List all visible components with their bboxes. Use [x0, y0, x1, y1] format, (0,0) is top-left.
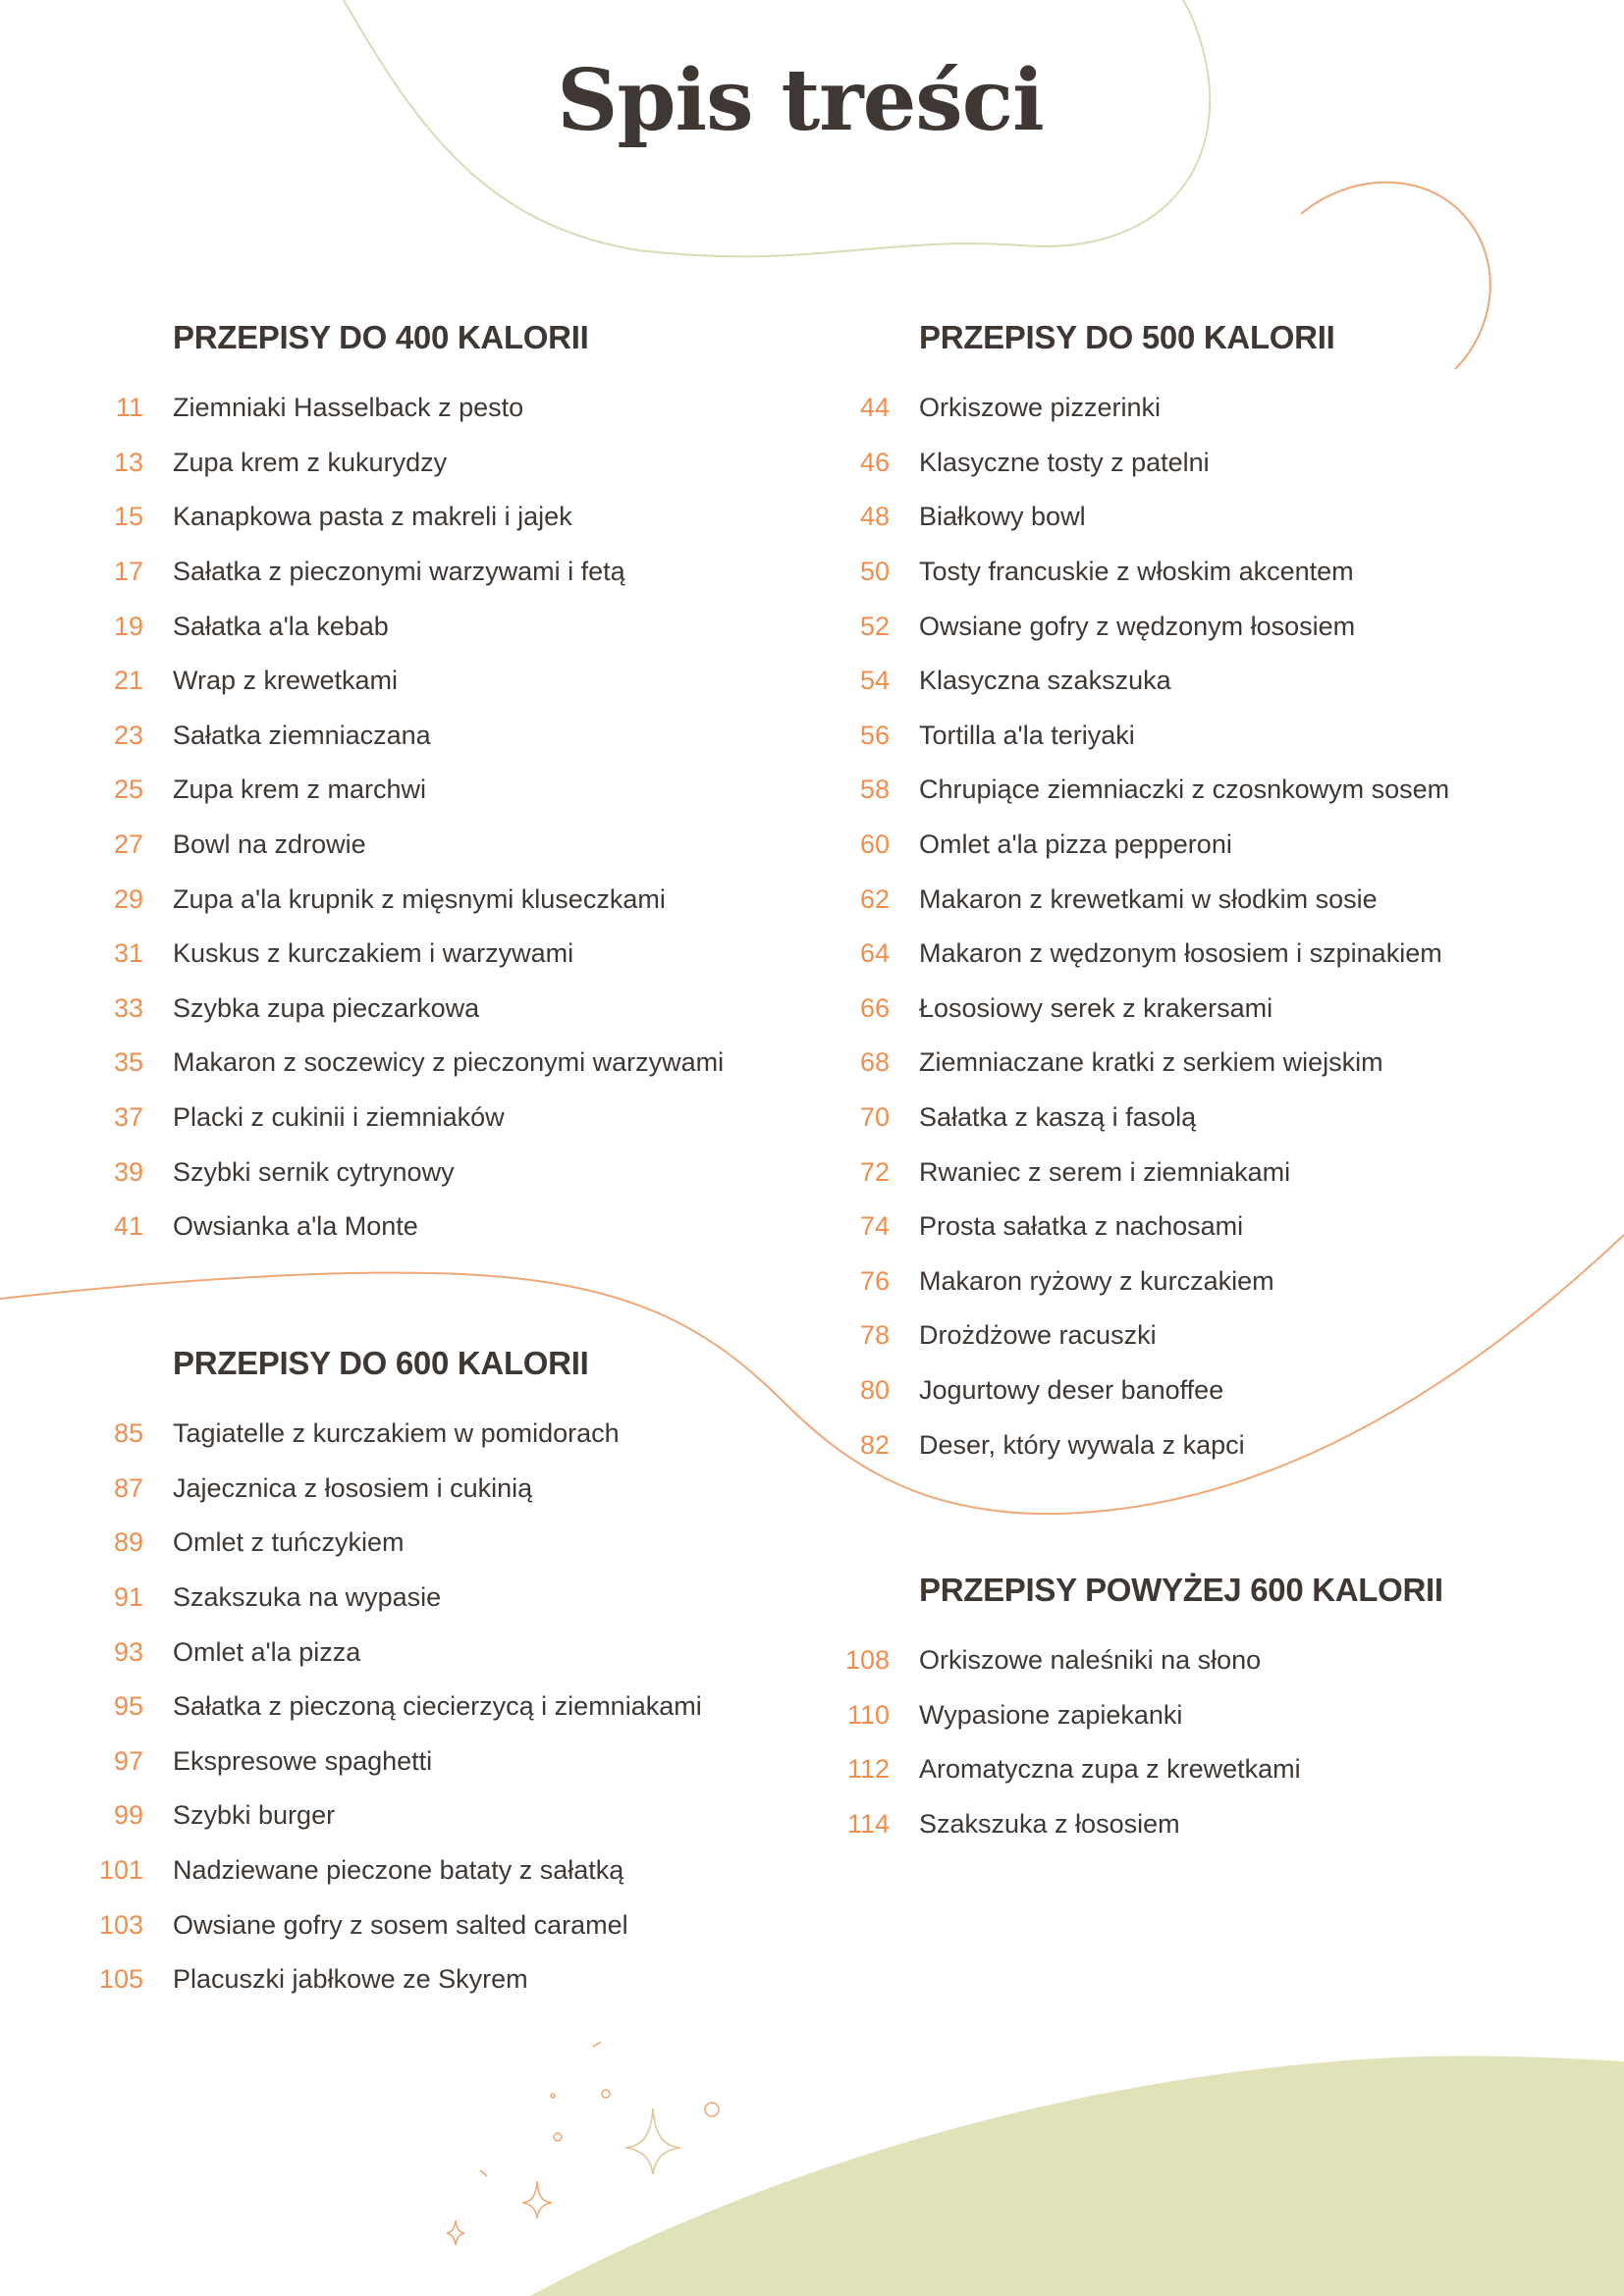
recipe-name: Sałatka ziemniaczana — [173, 720, 431, 750]
section-above-600-kcal — [844, 1569, 1443, 1851]
recipe-name: Klasyczne tosty z patelni — [919, 447, 1210, 477]
recipe-name: Owsiane gofry z sosem salted caramel — [173, 1909, 628, 1940]
list-item[interactable] — [113, 818, 724, 873]
list-item[interactable] — [846, 1797, 1443, 1852]
list-item[interactable] — [113, 1625, 702, 1680]
recipe-name: Białkowy bowl — [919, 502, 1086, 532]
list-item[interactable] — [113, 1571, 702, 1626]
recipe-list — [859, 381, 1450, 1472]
page-number: 64 — [859, 938, 890, 969]
section-heading: PRZEPISY DO 400 KALORII — [173, 319, 589, 355]
page-number: 85 — [113, 1418, 143, 1449]
list-item[interactable] — [113, 1462, 702, 1517]
list-item[interactable] — [846, 1742, 1443, 1797]
list-item[interactable] — [98, 1897, 702, 1952]
page-number: 58 — [859, 774, 890, 805]
list-item[interactable] — [859, 654, 1449, 709]
page-number: 105 — [98, 1964, 143, 1995]
page-number: 93 — [113, 1636, 143, 1667]
recipe-list — [113, 381, 725, 1255]
page-number: 15 — [113, 502, 143, 532]
green-blob — [530, 2056, 1624, 2296]
list-item[interactable] — [846, 1688, 1443, 1743]
list-item[interactable] — [113, 927, 724, 982]
section-500-kcal — [859, 316, 1450, 1472]
list-item[interactable] — [113, 1789, 702, 1843]
page-number: 82 — [859, 1429, 890, 1460]
page-number: 62 — [859, 883, 890, 914]
recipe-name: Zupa a'la krupnik z mięsnymi kluseczkami — [173, 883, 666, 914]
page-number: 110 — [846, 1699, 890, 1730]
list-item[interactable] — [113, 763, 724, 818]
list-item[interactable] — [113, 490, 724, 545]
list-item[interactable] — [859, 1091, 1449, 1146]
recipe-name: Makaron z soczewicy z pieczonymi warzywami — [173, 1047, 725, 1078]
recipe-name: Sałatka z pieczonymi warzywami i fetą — [173, 557, 625, 587]
recipe-name: Tagiatelle z kurczakiem w pomidorach — [173, 1418, 620, 1449]
page-title: Spis treści — [557, 51, 1044, 150]
recipe-name: Jajecznica z łososiem i cukinią — [173, 1472, 533, 1503]
recipe-name: Szakszuka na wypasie — [173, 1582, 442, 1613]
recipe-name: Zupa krem z kukurydzy — [173, 447, 448, 477]
recipe-name: Aromatyczna zupa z krewetkami — [919, 1754, 1301, 1785]
list-item[interactable] — [859, 436, 1449, 491]
page-number: 97 — [113, 1745, 143, 1776]
page-number: 60 — [859, 829, 890, 860]
list-item[interactable] — [98, 1952, 702, 2007]
section-heading: PRZEPISY DO 600 KALORII — [173, 1345, 589, 1381]
recipe-name: Orkiszowe naleśniki na słono — [919, 1645, 1262, 1676]
page-number: 31 — [113, 938, 143, 969]
page-number: 68 — [859, 1047, 890, 1078]
recipe-name: Jogurtowy deser banoffee — [919, 1374, 1224, 1405]
page-number: 66 — [859, 992, 890, 1023]
recipe-name: Chrupiące ziemniaczki z czosnkowym sosem — [919, 774, 1450, 805]
page-number: 112 — [846, 1754, 890, 1785]
page-number: 50 — [859, 557, 890, 587]
recipe-name: Szybki sernik cytrynowy — [173, 1156, 455, 1187]
recipe-name: Sałatka z pieczoną ciecierzycą i ziemniakami — [173, 1691, 702, 1722]
page-number: 17 — [113, 557, 143, 587]
list-item[interactable] — [859, 1308, 1449, 1363]
recipe-name: Tosty francuskie z włoskim akcentem — [919, 557, 1354, 587]
list-item[interactable] — [113, 1407, 702, 1462]
list-item[interactable] — [113, 1680, 702, 1735]
recipe-name: Wypasione zapiekanki — [919, 1699, 1183, 1730]
page-number: 33 — [113, 992, 143, 1023]
page-number: 101 — [98, 1855, 143, 1886]
page-number: 39 — [113, 1156, 143, 1187]
page-number: 52 — [859, 611, 890, 641]
list-item[interactable] — [113, 1735, 702, 1789]
list-item[interactable] — [113, 1036, 725, 1091]
recipe-name: Sałatka a'la kebab — [173, 611, 389, 641]
page-number: 74 — [859, 1211, 890, 1242]
recipe-name: Makaron z krewetkami w słodkim sosie — [919, 883, 1378, 914]
list-item[interactable] — [859, 1255, 1449, 1309]
page-number: 103 — [98, 1909, 143, 1940]
recipe-name: Omlet a'la pizza pepperoni — [919, 829, 1232, 860]
list-item[interactable] — [113, 982, 724, 1037]
page-number: 56 — [859, 720, 890, 750]
page-number: 99 — [113, 1800, 143, 1831]
list-item[interactable] — [859, 545, 1449, 600]
page-number: 19 — [113, 611, 143, 641]
recipe-name: Orkiszowe pizzerinki — [919, 393, 1162, 423]
recipe-name: Deser, który wywala z kapci — [919, 1429, 1245, 1460]
list-item[interactable] — [859, 927, 1449, 982]
recipe-name: Zupa krem z marchwi — [173, 774, 427, 805]
list-item[interactable] — [113, 545, 724, 600]
page-number: 37 — [113, 1102, 143, 1133]
list-item[interactable] — [113, 599, 724, 654]
recipe-name: Kanapkowa pasta z makreli i jajek — [173, 502, 572, 532]
list-item[interactable] — [113, 872, 724, 927]
page-number: 27 — [113, 829, 143, 860]
list-item[interactable] — [859, 1036, 1449, 1091]
page-number: 21 — [113, 666, 143, 696]
list-item[interactable] — [859, 1200, 1449, 1255]
recipe-name: Łososiowy serek z krakersami — [919, 992, 1273, 1023]
list-item[interactable] — [859, 1417, 1449, 1472]
recipe-list — [844, 1633, 1443, 1851]
recipe-name: Owsianka a'la Monte — [173, 1211, 418, 1242]
page-number: 46 — [859, 447, 890, 477]
list-item[interactable] — [859, 872, 1449, 927]
page-number: 91 — [113, 1582, 143, 1613]
list-item[interactable] — [113, 436, 724, 491]
recipe-name: Makaron ryżowy z kurczakiem — [919, 1265, 1274, 1296]
recipe-name: Omlet a'la pizza — [173, 1636, 361, 1667]
page-number: 78 — [859, 1320, 890, 1351]
page-number: 13 — [113, 447, 143, 477]
recipe-name: Szakszuka z łososiem — [919, 1809, 1180, 1840]
page-number: 89 — [113, 1527, 143, 1558]
list-item[interactable] — [859, 982, 1449, 1037]
page-number: 70 — [859, 1102, 890, 1133]
page-number: 29 — [113, 883, 143, 914]
page-number: 80 — [859, 1374, 890, 1405]
page-number: 114 — [846, 1809, 890, 1840]
recipe-name: Klasyczna szakszuka — [919, 666, 1171, 696]
list-item[interactable] — [113, 709, 724, 764]
recipe-name: Drożdżowe racuszki — [919, 1320, 1157, 1351]
list-item[interactable] — [115, 381, 724, 436]
recipe-name: Ziemniaki Hasselback z pesto — [173, 393, 524, 423]
page-number: 87 — [113, 1472, 143, 1503]
list-item[interactable] — [113, 654, 724, 709]
recipe-name: Tortilla a'la teriyaki — [919, 720, 1135, 750]
list-item[interactable] — [113, 1091, 724, 1146]
page-number: 95 — [113, 1691, 143, 1722]
list-item[interactable] — [859, 490, 1449, 545]
section-heading: PRZEPISY POWYŻEJ 600 KALORII — [919, 1572, 1443, 1608]
sparkles — [447, 2042, 719, 2245]
page-number: 76 — [859, 1265, 890, 1296]
recipe-name: Placki z cukinii i ziemniaków — [173, 1102, 505, 1133]
list-item[interactable] — [98, 1843, 702, 1898]
recipe-name: Rwaniec z serem i ziemniakami — [919, 1156, 1291, 1187]
list-item[interactable] — [859, 818, 1449, 873]
recipe-name: Placuszki jabłkowe ze Skyrem — [173, 1964, 528, 1995]
page-number: 23 — [113, 720, 143, 750]
page-number: 54 — [859, 666, 890, 696]
recipe-name: Szybka zupa pieczarkowa — [173, 992, 480, 1023]
recipe-name: Sałatka z kaszą i fasolą — [919, 1102, 1197, 1133]
recipe-name: Kuskus z kurczakiem i warzywami — [173, 938, 574, 969]
recipe-name: Makaron z wędzonym łososiem i szpinakiem — [919, 938, 1442, 969]
recipe-name: Omlet z tuńczykiem — [173, 1527, 405, 1558]
recipe-name: Ziemniaczane kratki z serkiem wiejskim — [919, 1047, 1383, 1078]
list-item[interactable] — [859, 1145, 1449, 1200]
page-number: 108 — [844, 1645, 890, 1676]
page-number: 72 — [859, 1156, 890, 1187]
recipe-name: Nadziewane pieczone bataty z sałatką — [173, 1855, 624, 1886]
section-600-kcal — [98, 1342, 702, 2007]
page-number: 35 — [113, 1047, 143, 1078]
recipe-list — [98, 1407, 702, 2007]
recipe-name: Bowl na zdrowie — [173, 829, 366, 860]
page-number: 11 — [115, 393, 143, 423]
page-number: 25 — [113, 774, 143, 805]
list-item[interactable] — [859, 1363, 1449, 1418]
list-item[interactable] — [859, 709, 1449, 764]
page-number: 48 — [859, 502, 890, 532]
page-number: 41 — [113, 1211, 143, 1242]
list-item[interactable] — [859, 381, 1449, 436]
list-item[interactable] — [859, 599, 1449, 654]
section-heading: PRZEPISY DO 500 KALORII — [919, 319, 1335, 355]
list-item[interactable] — [844, 1633, 1443, 1688]
recipe-name: Szybki burger — [173, 1800, 336, 1831]
section-400-kcal — [113, 316, 725, 1255]
recipe-name: Prosta sałatka z nachosami — [919, 1211, 1244, 1242]
list-item[interactable] — [113, 1200, 724, 1255]
recipe-name: Ekspresowe spaghetti — [173, 1745, 433, 1776]
list-item[interactable] — [113, 1145, 724, 1200]
recipe-name: Owsiane gofry z wędzonym łososiem — [919, 611, 1356, 641]
page-number: 44 — [859, 393, 890, 423]
recipe-name: Wrap z krewetkami — [173, 666, 399, 696]
list-item[interactable] — [113, 1516, 702, 1571]
list-item[interactable] — [859, 763, 1450, 818]
